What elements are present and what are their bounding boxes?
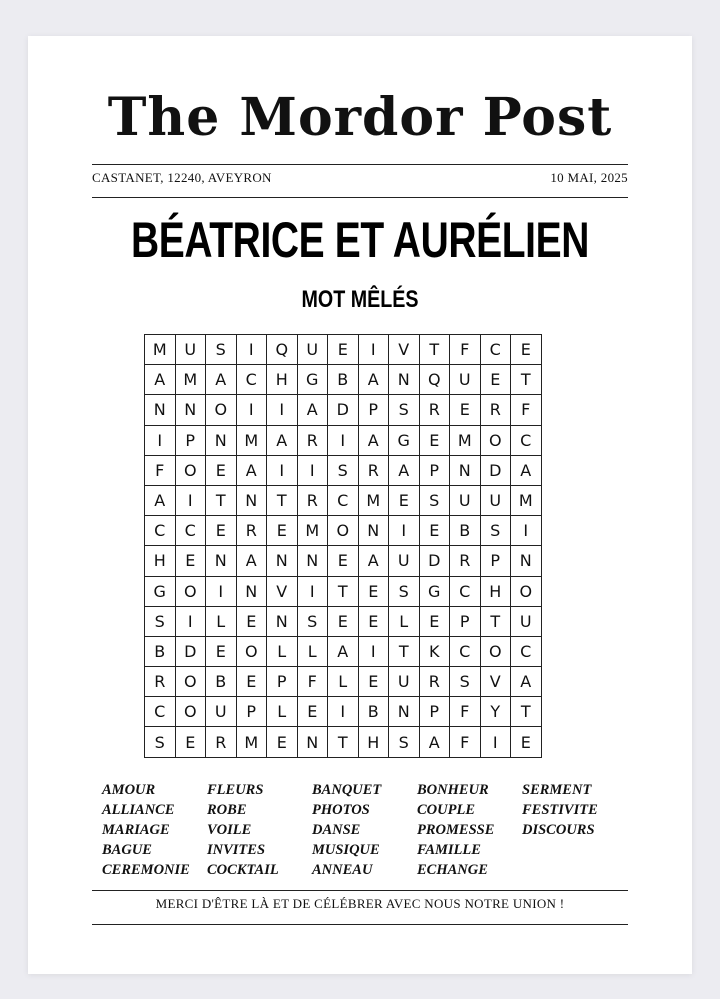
- grid-cell: V: [267, 576, 298, 606]
- grid-cell: R: [480, 395, 511, 425]
- grid-cell: B: [328, 365, 359, 395]
- grid-cell: O: [175, 667, 206, 697]
- grid-cell: N: [175, 395, 206, 425]
- grid-cell: S: [480, 516, 511, 546]
- grid-cell: A: [511, 455, 542, 485]
- word-item: MARIAGE: [102, 822, 170, 838]
- grid-cell: R: [145, 667, 176, 697]
- grid-cell: S: [389, 576, 420, 606]
- grid-cell: I: [480, 727, 511, 757]
- grid-row: [145, 727, 542, 757]
- word-column: [207, 780, 312, 880]
- grid-cell: N: [389, 697, 420, 727]
- grid-cell: A: [236, 546, 267, 576]
- word-item: VOILE: [207, 822, 252, 838]
- grid-cell: N: [236, 485, 267, 515]
- grid-row: [145, 667, 542, 697]
- grid-cell: U: [389, 667, 420, 697]
- grid-cell: P: [450, 606, 481, 636]
- grid-cell: H: [267, 365, 298, 395]
- grid-cell: E: [419, 606, 450, 636]
- poster-page: [28, 36, 692, 974]
- grid-cell: M: [450, 425, 481, 455]
- footer-rule-top: [92, 890, 628, 891]
- grid-cell: N: [145, 395, 176, 425]
- grid-cell: E: [175, 727, 206, 757]
- grid-cell: M: [175, 365, 206, 395]
- dateline: [92, 170, 628, 186]
- word-column: [417, 780, 522, 880]
- grid-cell: E: [450, 395, 481, 425]
- grid-cell: O: [175, 697, 206, 727]
- grid-cell: U: [206, 697, 237, 727]
- grid-cell: E: [206, 636, 237, 666]
- word-item: DANSE: [312, 822, 361, 838]
- grid-cell: I: [511, 516, 542, 546]
- masthead-title: The Mordor Post: [107, 87, 613, 148]
- grid-cell: P: [358, 395, 389, 425]
- grid-cell: O: [328, 516, 359, 546]
- subhead: MOT MÊLÉS: [301, 286, 419, 313]
- grid-cell: T: [389, 636, 420, 666]
- grid-cell: O: [511, 576, 542, 606]
- word-column: [522, 780, 627, 880]
- grid-cell: E: [267, 727, 298, 757]
- grid-cell: I: [297, 576, 328, 606]
- grid-row: [145, 455, 542, 485]
- word-list: [102, 780, 642, 880]
- word-item: PHOTOS: [312, 802, 370, 818]
- grid-cell: Q: [419, 365, 450, 395]
- grid-cell: S: [389, 727, 420, 757]
- grid-cell: N: [206, 546, 237, 576]
- word-item: ECHANGE: [417, 862, 488, 878]
- word-item: BONHEUR: [417, 782, 489, 798]
- masthead-rule-top: [92, 164, 628, 165]
- grid-cell: S: [389, 395, 420, 425]
- grid-cell: O: [480, 425, 511, 455]
- grid-cell: C: [450, 636, 481, 666]
- grid-cell: B: [450, 516, 481, 546]
- grid-cell: I: [358, 335, 389, 365]
- grid-cell: T: [480, 606, 511, 636]
- grid-cell: R: [236, 516, 267, 546]
- grid-cell: I: [267, 395, 298, 425]
- dateline-rule-bottom: [92, 197, 628, 198]
- grid-cell: O: [236, 636, 267, 666]
- word-item: ROBE: [207, 802, 247, 818]
- grid-cell: D: [328, 395, 359, 425]
- grid-cell: N: [511, 546, 542, 576]
- grid-cell: H: [145, 546, 176, 576]
- grid-cell: F: [450, 697, 481, 727]
- grid-cell: A: [358, 425, 389, 455]
- dateline-date: 10 MAI, 2025: [550, 170, 628, 185]
- grid-cell: G: [419, 576, 450, 606]
- grid-cell: A: [511, 667, 542, 697]
- grid-cell: M: [236, 425, 267, 455]
- grid-cell: N: [236, 576, 267, 606]
- grid-cell: E: [358, 606, 389, 636]
- grid-cell: I: [389, 516, 420, 546]
- grid-cell: U: [450, 485, 481, 515]
- grid-cell: I: [236, 395, 267, 425]
- grid-cell: P: [419, 455, 450, 485]
- grid-cell: T: [328, 727, 359, 757]
- grid-cell: A: [145, 365, 176, 395]
- grid-cell: N: [267, 546, 298, 576]
- word-column: [312, 780, 417, 880]
- grid-cell: A: [389, 455, 420, 485]
- grid-cell: L: [206, 606, 237, 636]
- grid-cell: T: [511, 365, 542, 395]
- word-column: [102, 780, 207, 880]
- grid-cell: E: [358, 667, 389, 697]
- grid-cell: P: [267, 667, 298, 697]
- word-item: MUSIQUE: [312, 842, 380, 858]
- grid-cell: M: [236, 727, 267, 757]
- grid-cell: Y: [480, 697, 511, 727]
- grid-cell: L: [267, 636, 298, 666]
- grid-cell: R: [450, 546, 481, 576]
- word-item: PROMESSE: [417, 822, 495, 838]
- grid-cell: E: [236, 667, 267, 697]
- grid-cell: M: [358, 485, 389, 515]
- dateline-place: CASTANET, 12240, AVEYRON: [92, 170, 272, 185]
- grid-cell: E: [480, 365, 511, 395]
- grid-cell: P: [236, 697, 267, 727]
- word-item: ALLIANCE: [102, 802, 175, 818]
- grid-row: [145, 485, 542, 515]
- grid-cell: G: [389, 425, 420, 455]
- word-item: SERMENT: [522, 782, 592, 798]
- grid-cell: M: [297, 516, 328, 546]
- grid-cell: R: [419, 395, 450, 425]
- grid-cell: E: [511, 335, 542, 365]
- grid-cell: E: [236, 606, 267, 636]
- grid-cell: F: [450, 335, 481, 365]
- grid-cell: F: [297, 667, 328, 697]
- grid-row: [145, 576, 542, 606]
- grid-cell: E: [419, 516, 450, 546]
- grid-cell: P: [175, 425, 206, 455]
- grid-cell: A: [267, 425, 298, 455]
- grid-cell: U: [511, 606, 542, 636]
- grid-cell: R: [297, 485, 328, 515]
- grid-cell: G: [297, 365, 328, 395]
- grid-cell: V: [480, 667, 511, 697]
- grid-cell: L: [389, 606, 420, 636]
- grid-cell: A: [145, 485, 176, 515]
- word-search-grid: [144, 334, 542, 758]
- grid-cell: A: [358, 546, 389, 576]
- grid-cell: I: [175, 606, 206, 636]
- grid-cell: T: [511, 697, 542, 727]
- grid-cell: N: [297, 546, 328, 576]
- grid-cell: G: [145, 576, 176, 606]
- grid-cell: I: [145, 425, 176, 455]
- grid-row: [145, 335, 542, 365]
- grid-row: [145, 425, 542, 455]
- grid-cell: O: [175, 576, 206, 606]
- word-item: FAMILLE: [417, 842, 481, 858]
- grid-cell: O: [175, 455, 206, 485]
- grid-cell: A: [358, 365, 389, 395]
- grid-cell: S: [145, 606, 176, 636]
- grid-cell: U: [480, 485, 511, 515]
- grid-cell: N: [297, 727, 328, 757]
- word-item: CEREMONIE: [102, 862, 190, 878]
- grid-cell: I: [175, 485, 206, 515]
- word-item: COCKTAIL: [207, 862, 279, 878]
- grid-cell: D: [480, 455, 511, 485]
- grid-cell: U: [450, 365, 481, 395]
- grid-cell: E: [328, 546, 359, 576]
- grid-cell: R: [206, 727, 237, 757]
- grid-cell: T: [419, 335, 450, 365]
- grid-cell: I: [297, 455, 328, 485]
- grid-cell: N: [267, 606, 298, 636]
- grid-cell: H: [358, 727, 389, 757]
- grid-row: [145, 395, 542, 425]
- footer-rule-bottom: [92, 924, 628, 925]
- grid-cell: C: [450, 576, 481, 606]
- grid-cell: O: [206, 395, 237, 425]
- grid-cell: U: [297, 335, 328, 365]
- grid-cell: E: [328, 335, 359, 365]
- grid-cell: M: [511, 485, 542, 515]
- grid-cell: U: [175, 335, 206, 365]
- grid-cell: L: [328, 667, 359, 697]
- grid-cell: P: [480, 546, 511, 576]
- grid-cell: E: [419, 425, 450, 455]
- grid-cell: S: [419, 485, 450, 515]
- grid-cell: A: [419, 727, 450, 757]
- grid-row: [145, 516, 542, 546]
- grid-cell: I: [236, 335, 267, 365]
- grid-cell: N: [450, 455, 481, 485]
- grid-cell: D: [175, 636, 206, 666]
- grid-row: [145, 636, 542, 666]
- grid-cell: T: [206, 485, 237, 515]
- headline: BÉATRICE ET AURÉLIEN: [130, 212, 590, 268]
- grid-cell: C: [511, 636, 542, 666]
- grid-cell: C: [145, 516, 176, 546]
- grid-cell: E: [328, 606, 359, 636]
- grid-cell: A: [236, 455, 267, 485]
- grid-cell: I: [206, 576, 237, 606]
- grid-cell: N: [206, 425, 237, 455]
- grid-cell: C: [145, 697, 176, 727]
- grid-cell: C: [511, 425, 542, 455]
- grid-cell: H: [480, 576, 511, 606]
- grid-cell: L: [297, 636, 328, 666]
- grid-cell: E: [358, 576, 389, 606]
- grid-cell: T: [267, 485, 298, 515]
- word-item: DISCOURS: [522, 822, 595, 838]
- grid-cell: D: [419, 546, 450, 576]
- grid-cell: Q: [267, 335, 298, 365]
- grid-cell: E: [206, 455, 237, 485]
- grid-cell: E: [389, 485, 420, 515]
- word-item: COUPLE: [417, 802, 475, 818]
- grid-cell: T: [328, 576, 359, 606]
- word-item: INVITES: [207, 842, 266, 858]
- word-item: FESTIVITE: [522, 802, 598, 818]
- grid-cell: B: [358, 697, 389, 727]
- grid-cell: E: [297, 697, 328, 727]
- grid-cell: C: [236, 365, 267, 395]
- grid-cell: S: [450, 667, 481, 697]
- grid-row: [145, 546, 542, 576]
- grid-cell: K: [419, 636, 450, 666]
- grid-cell: U: [389, 546, 420, 576]
- grid-row: [145, 365, 542, 395]
- grid-cell: C: [328, 485, 359, 515]
- grid-cell: E: [175, 546, 206, 576]
- grid-cell: A: [297, 395, 328, 425]
- grid-cell: R: [419, 667, 450, 697]
- grid-cell: M: [145, 335, 176, 365]
- grid-cell: S: [328, 455, 359, 485]
- grid-cell: B: [145, 636, 176, 666]
- grid-cell: I: [328, 697, 359, 727]
- grid-cell: S: [297, 606, 328, 636]
- grid-row: [145, 697, 542, 727]
- word-item: FLEURS: [207, 782, 264, 798]
- grid-cell: N: [358, 516, 389, 546]
- grid-cell: V: [389, 335, 420, 365]
- grid-cell: E: [511, 727, 542, 757]
- grid-cell: I: [267, 455, 298, 485]
- grid-cell: E: [267, 516, 298, 546]
- grid-cell: R: [297, 425, 328, 455]
- grid-cell: S: [145, 727, 176, 757]
- grid-cell: N: [389, 365, 420, 395]
- grid-cell: B: [206, 667, 237, 697]
- word-item: AMOUR: [102, 782, 156, 798]
- grid-cell: E: [206, 516, 237, 546]
- grid-cell: S: [206, 335, 237, 365]
- word-item: BANQUET: [312, 782, 382, 798]
- grid-row: [145, 606, 542, 636]
- grid-cell: C: [175, 516, 206, 546]
- grid-cell: F: [450, 727, 481, 757]
- grid-cell: R: [358, 455, 389, 485]
- grid-cell: F: [145, 455, 176, 485]
- word-item: ANNEAU: [312, 862, 373, 878]
- grid-cell: P: [419, 697, 450, 727]
- grid-cell: C: [480, 335, 511, 365]
- grid-cell: I: [328, 425, 359, 455]
- grid-cell: A: [328, 636, 359, 666]
- footer-message: MERCI D'ÊTRE LÀ ET DE CÉLÉBRER AVEC NOUS NOTRE UNION !: [155, 896, 565, 911]
- grid-cell: O: [480, 636, 511, 666]
- word-item: BAGUE: [102, 842, 152, 858]
- grid-cell: F: [511, 395, 542, 425]
- grid-cell: A: [206, 365, 237, 395]
- grid-cell: I: [358, 636, 389, 666]
- grid-cell: L: [267, 697, 298, 727]
